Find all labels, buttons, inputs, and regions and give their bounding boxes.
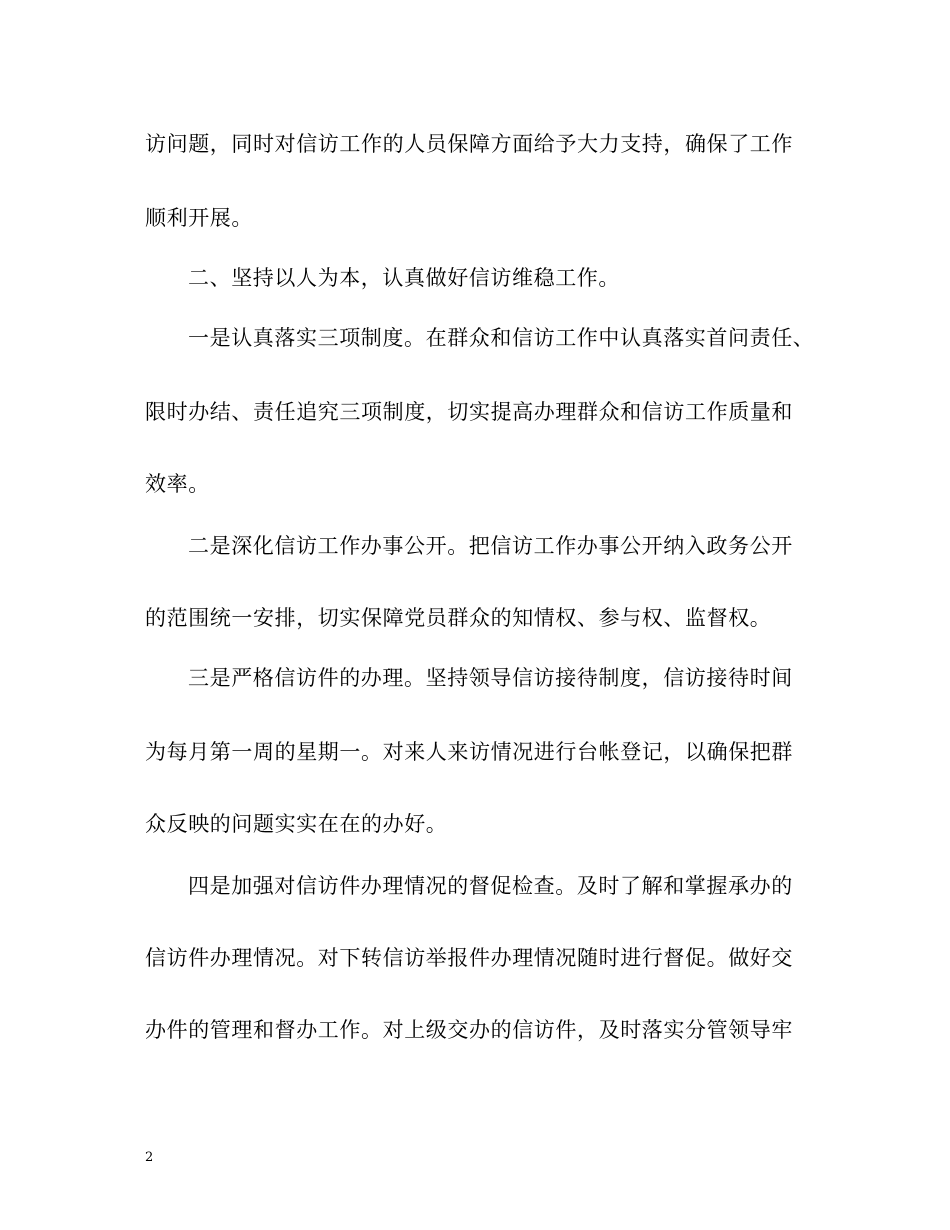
section-heading: 二、坚持以人为本，认真做好信访维稳工作。 — [188, 266, 620, 290]
paragraph-line: 限时办结、责任追究三项制度，切实提高办理群众和信访工作质量和 — [145, 400, 793, 424]
paragraph-line: 的范围统一安排，切实保障党员群众的知情权、参与权、监督权。 — [145, 606, 772, 630]
paragraph-line: 顺利开展。 — [145, 206, 253, 230]
paragraph-line: 三是严格信访件的办理。坚持领导信访接待制度，信访接待时间 — [188, 666, 793, 690]
paragraph-line: 一是认真落实三项制度。在群众和信访工作中认真落实首问责任、 — [188, 326, 815, 350]
paragraph-line: 办件的管理和督办工作。对上级交办的信访件，及时落实分管领导牢 — [145, 1018, 793, 1042]
paragraph-line: 为每月第一周的星期一。对来人来访情况进行台帐登记，以确保把群 — [145, 740, 793, 764]
paragraph-line: 众反映的问题实实在在的办好。 — [145, 812, 448, 836]
paragraph-line: 访问题，同时对信访工作的人员保障方面给予大力支持，确保了工作 — [145, 132, 793, 156]
page-number: 2 — [145, 1150, 154, 1165]
paragraph-line: 四是加强对信访件办理情况的督促检查。及时了解和掌握承办的 — [188, 874, 793, 898]
paragraph-line: 效率。 — [145, 472, 210, 496]
paragraph-line: 二是深化信访工作办事公开。把信访工作办事公开纳入政务公开 — [188, 534, 793, 558]
paragraph-line: 信访件办理情况。对下转信访举报件办理情况随时进行督促。做好交 — [145, 946, 793, 970]
